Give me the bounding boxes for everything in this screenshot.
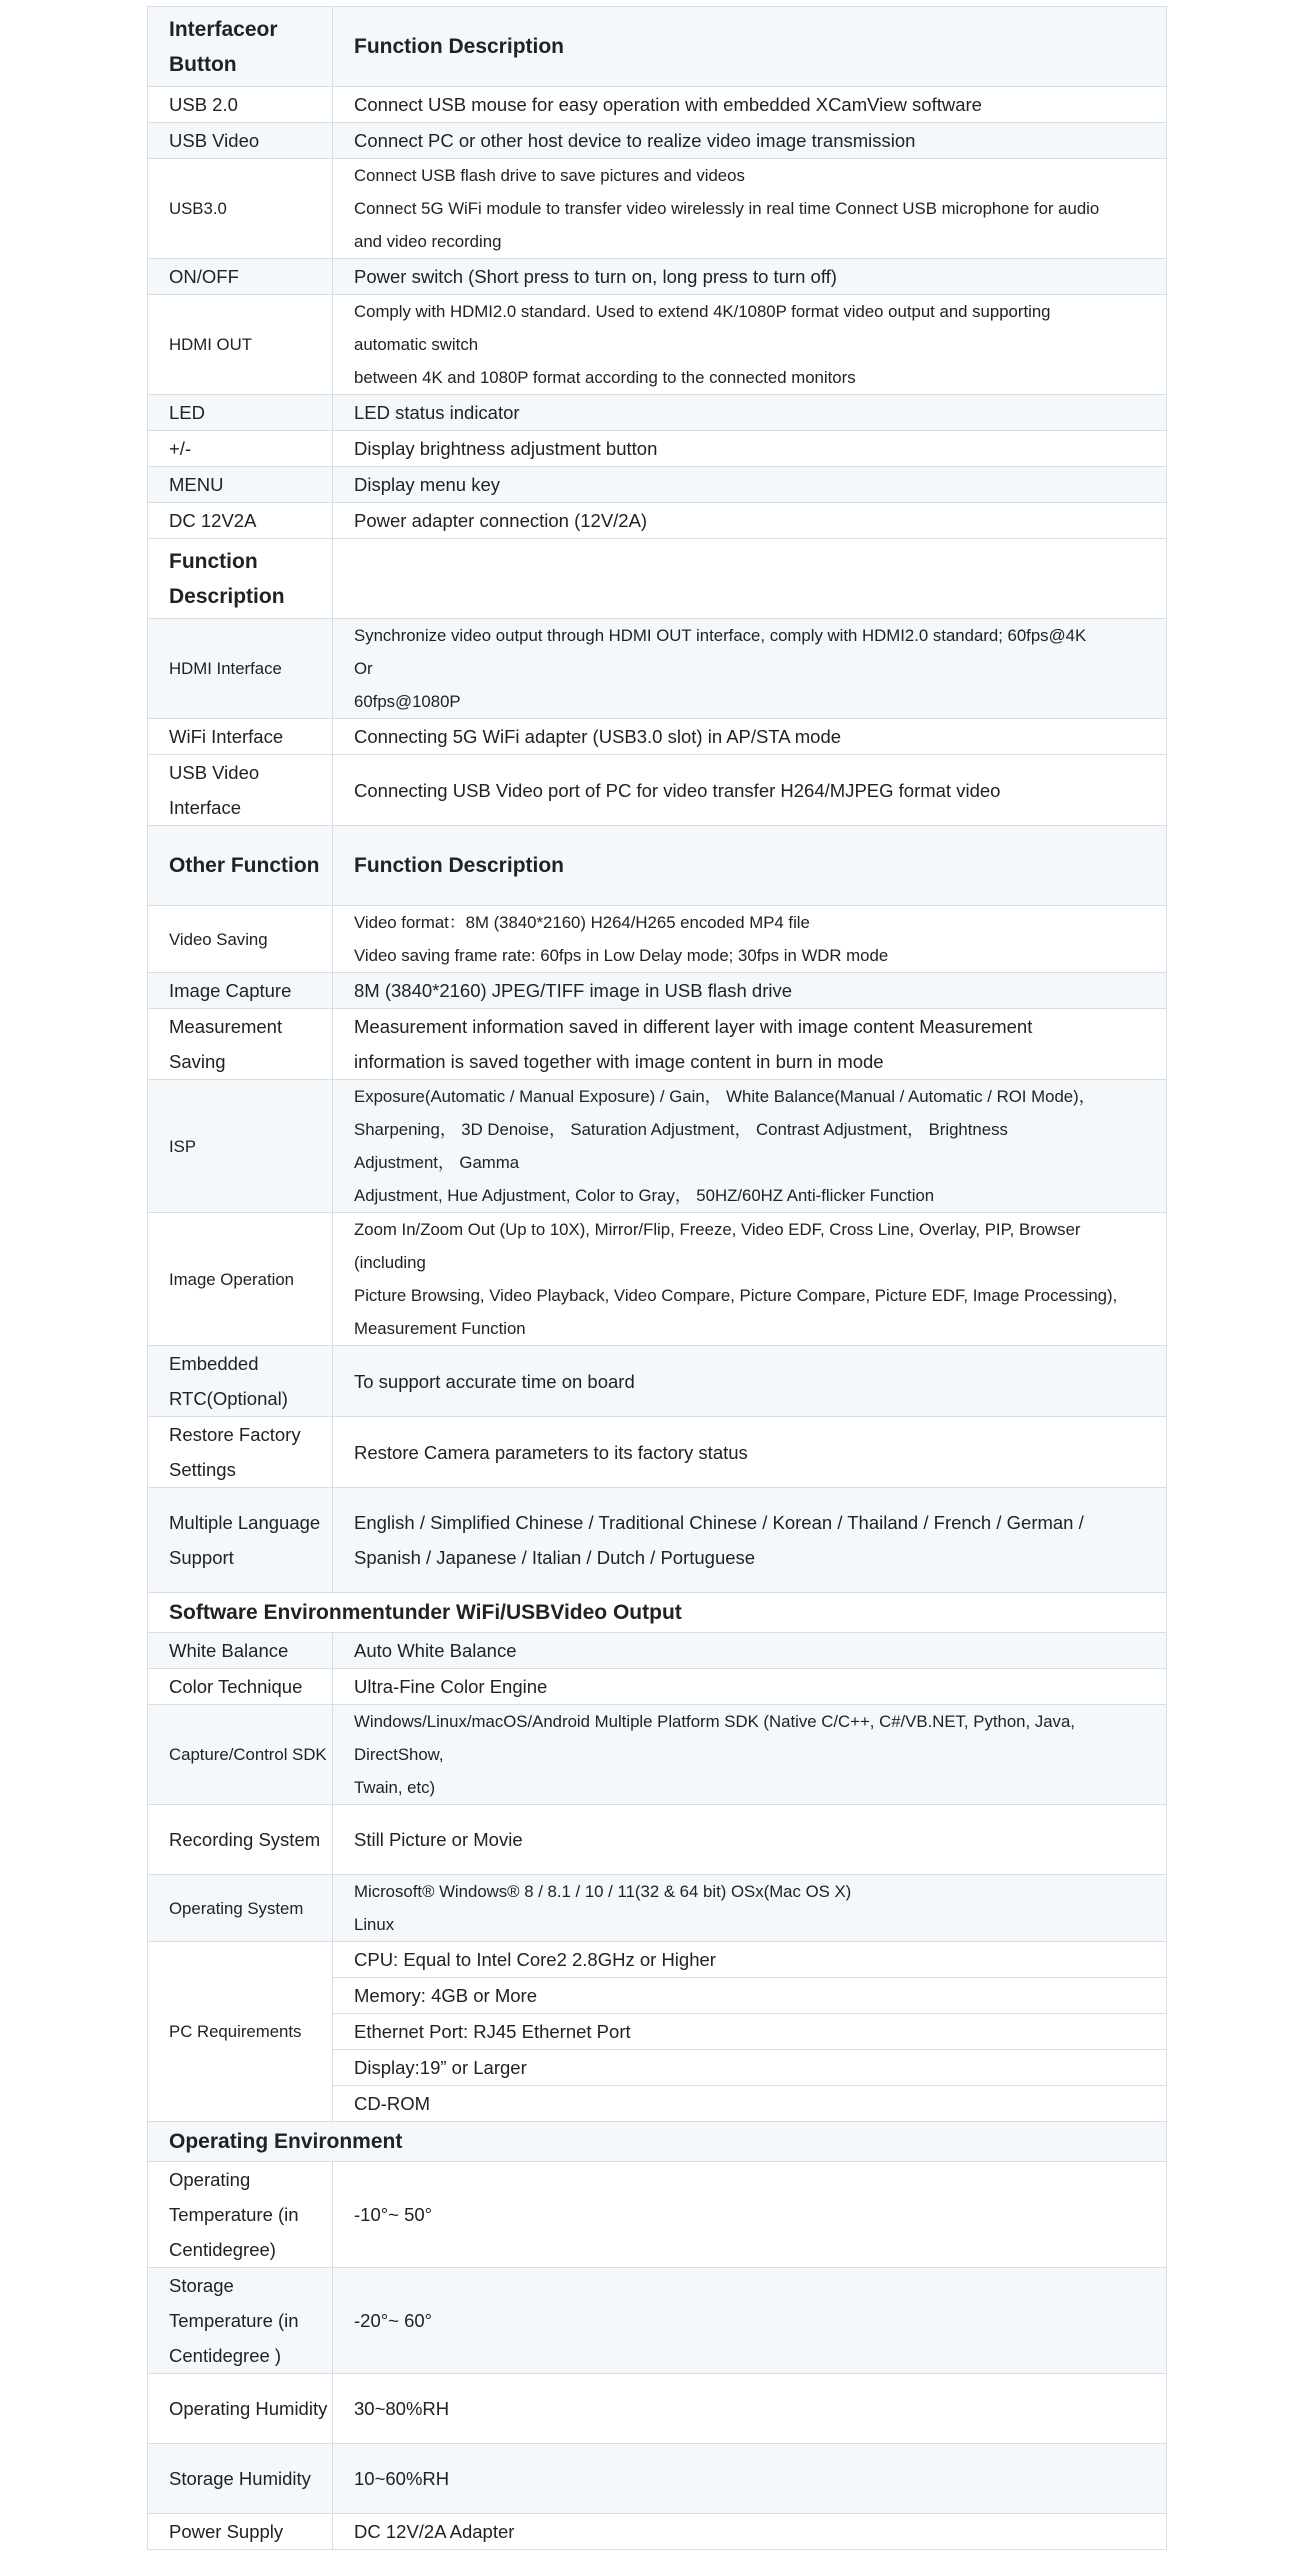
spec-value-line: 60fps@1080P (354, 692, 461, 711)
spec-value: Restore Camera parameters to its factory status (333, 1417, 1167, 1488)
spec-row (148, 1346, 1167, 1417)
spec-label: USB Video (148, 123, 333, 159)
spec-label: HDMI Interface (148, 619, 333, 719)
header-label: Interfaceor Button (148, 7, 333, 87)
spec-label: USB 2.0 (148, 87, 333, 123)
spec-value: Auto White Balance (333, 1633, 1167, 1669)
spec-value-line: and video recording (354, 232, 502, 251)
spec-value: CD-ROM (333, 2086, 1167, 2122)
spec-value: -20°~ 60° (333, 2268, 1167, 2374)
spec-table (147, 6, 1167, 2550)
spec-row (148, 159, 1167, 259)
spec-label: Capture/Control SDK (148, 1705, 333, 1805)
spec-value (333, 619, 1167, 719)
spec-row (148, 467, 1167, 503)
spec-label: ON/OFF (148, 259, 333, 295)
spec-row (148, 619, 1167, 719)
spec-value-line: Adjustment, Hue Adjustment, Color to Gray， 50HZ/60HZ Anti-flicker Function (354, 1186, 935, 1205)
spec-value: Connecting USB Video port of PC for video transfer H264/MJPEG format video (333, 755, 1167, 826)
spec-row (148, 1009, 1167, 1080)
spec-value: 30~80%RH (333, 2374, 1167, 2444)
spec-label: White Balance (148, 1633, 333, 1669)
header-value: Function Description (333, 826, 1167, 906)
spec-row (148, 2444, 1167, 2514)
spec-row (148, 906, 1167, 973)
spec-label: USB Video Interface (148, 755, 333, 826)
spec-value (333, 1705, 1167, 1805)
spec-value: 8M (3840*2160) JPEG/TIFF image in USB flash drive (333, 973, 1167, 1009)
spec-value: Connecting 5G WiFi adapter (USB3.0 slot) in AP/STA mode (333, 719, 1167, 755)
spec-label: Storage Temperature (in Centidegree ) (148, 2268, 333, 2374)
spec-row (148, 2268, 1167, 2374)
spec-row (148, 1213, 1167, 1346)
spec-row (148, 1417, 1167, 1488)
spec-value-line: English / Simplified Chinese / Traditional Chinese / Korean / Thailand / French / German / (354, 1512, 1084, 1533)
spec-value-line: Connect USB flash drive to save pictures and videos (354, 166, 745, 185)
header-value (333, 539, 1167, 619)
spec-value: To support accurate time on board (333, 1346, 1167, 1417)
spec-label: Operating Temperature (in Centidegree) (148, 2162, 333, 2268)
spec-value: DC 12V/2A Adapter (333, 2514, 1167, 2550)
spec-value-line: Measurement information saved in different layer with image content Measurement (354, 1016, 1033, 1037)
spec-value-line: Microsoft® Windows® 8 / 8.1 / 10 / 11(32 & 64 bit) OSx(Mac OS X) (354, 1882, 852, 1901)
spec-value: LED status indicator (333, 395, 1167, 431)
spec-value: Memory: 4GB or More (333, 1978, 1167, 2014)
table-header-row (148, 826, 1167, 906)
spec-row (148, 123, 1167, 159)
spec-value: Power adapter connection (12V/2A) (333, 503, 1167, 539)
section-header-row (148, 2122, 1167, 2162)
spec-value-line: Synchronize video output through HDMI OUT interface, comply with HDMI2.0 standard; 60fps@4K (354, 626, 1087, 645)
spec-row (148, 431, 1167, 467)
spec-value: Power switch (Short press to turn on, long press to turn off) (333, 259, 1167, 295)
spec-value: Display:19” or Larger (333, 2050, 1167, 2086)
spec-label: Video Saving (148, 906, 333, 973)
spec-value (333, 1875, 1167, 1942)
spec-row (148, 1080, 1167, 1213)
header-label: Other Function (148, 826, 333, 906)
spec-label: Multiple Language Support (148, 1488, 333, 1593)
spec-row (148, 1805, 1167, 1875)
spec-row (148, 2374, 1167, 2444)
spec-value-line: Measurement Function (354, 1319, 526, 1338)
spec-value: Ethernet Port: RJ45 Ethernet Port (333, 2014, 1167, 2050)
spec-value-line: DirectShow, (354, 1745, 444, 1764)
spec-value: 10~60%RH (333, 2444, 1167, 2514)
section-header-row (148, 1593, 1167, 1633)
spec-row (148, 755, 1167, 826)
spec-row (148, 1488, 1167, 1593)
spec-row (148, 503, 1167, 539)
spec-label: Recording System (148, 1805, 333, 1875)
spec-value-line: Comply with HDMI2.0 standard. Used to extend 4K/1080P format video output and supporting (354, 302, 1051, 321)
spec-label: DC 12V2A (148, 503, 333, 539)
spec-value (333, 906, 1167, 973)
spec-row (148, 2514, 1167, 2550)
spec-value-line: Video format：8M (3840*2160) H264/H265 encoded MP4 file (354, 913, 810, 932)
spec-row (148, 259, 1167, 295)
spec-value-line: Exposure(Automatic / Manual Exposure) / Gain， White Balance(Manual / Automatic / ROI Mode)， (354, 1087, 1096, 1106)
spec-value (333, 1488, 1167, 1593)
spec-row (148, 1633, 1167, 1669)
spec-value: Still Picture or Movie (333, 1805, 1167, 1875)
spec-value: Connect USB mouse for easy operation with embedded XCamView software (333, 87, 1167, 123)
spec-value-line: Linux (354, 1915, 395, 1934)
spec-label: Image Capture (148, 973, 333, 1009)
header-value: Function Description (333, 7, 1167, 87)
spec-label: Color Technique (148, 1669, 333, 1705)
spec-row (148, 1875, 1167, 1942)
spec-row (148, 719, 1167, 755)
spec-value: Display menu key (333, 467, 1167, 503)
spec-label: Operating System (148, 1875, 333, 1942)
spec-value: Display brightness adjustment button (333, 431, 1167, 467)
spec-value-line: Connect 5G WiFi module to transfer video wirelessly in real time Connect USB microphone for audio (354, 199, 1100, 218)
spec-value (333, 1213, 1167, 1346)
spec-value-line: Sharpening， 3D Denoise， Saturation Adjustment， Contrast Adjustment， Brightness (354, 1120, 1008, 1139)
spec-row (148, 87, 1167, 123)
spec-row (148, 1942, 1167, 1978)
spec-value (333, 295, 1167, 395)
spec-value: -10°~ 50° (333, 2162, 1167, 2268)
spec-value: Connect PC or other host device to realize video image transmission (333, 123, 1167, 159)
header-label: Function Description (148, 539, 333, 619)
spec-value-line: Windows/Linux/macOS/Android Multiple Platform SDK (Native C/C++, C#/VB.NET, Python, Java, (354, 1712, 1075, 1731)
spec-value-line: Adjustment， Gamma (354, 1153, 520, 1172)
table-header-row (148, 539, 1167, 619)
spec-row (148, 295, 1167, 395)
spec-value-line: Video saving frame rate: 60fps in Low Delay mode; 30fps in WDR mode (354, 946, 889, 965)
spec-value-line: Picture Browsing, Video Playback, Video Compare, Picture Compare, Picture EDF, Image Processing), (354, 1286, 1118, 1305)
spec-row (148, 395, 1167, 431)
spec-label: Storage Humidity (148, 2444, 333, 2514)
spec-label: Power Supply (148, 2514, 333, 2550)
spec-value-line: Zoom In/Zoom Out (Up to 10X), Mirror/Flip, Freeze, Video EDF, Cross Line, Overlay, PIP, Browser (354, 1220, 1081, 1239)
spec-label: Measurement Saving (148, 1009, 333, 1080)
spec-row (148, 973, 1167, 1009)
spec-value-line: Spanish / Japanese / Italian / Dutch / Portuguese (354, 1547, 756, 1568)
spec-label: Embedded RTC(Optional) (148, 1346, 333, 1417)
spec-label: Image Operation (148, 1213, 333, 1346)
spec-value (333, 1080, 1167, 1213)
spec-table-body (148, 7, 1167, 2550)
spec-row (148, 1705, 1167, 1805)
spec-label: ISP (148, 1080, 333, 1213)
spec-value-line: (including (354, 1253, 426, 1272)
spec-value: Ultra-Fine Color Engine (333, 1669, 1167, 1705)
spec-label: PC Requirements (148, 1942, 333, 2122)
spec-label: Restore Factory Settings (148, 1417, 333, 1488)
spec-label: USB3.0 (148, 159, 333, 259)
spec-label: HDMI OUT (148, 295, 333, 395)
spec-value-line: Twain, etc) (354, 1778, 436, 1797)
spec-value (333, 1009, 1167, 1080)
spec-row (148, 1669, 1167, 1705)
spec-label: LED (148, 395, 333, 431)
spec-value-line: Or (354, 659, 373, 678)
spec-value (333, 159, 1167, 259)
spec-label: MENU (148, 467, 333, 503)
spec-row (148, 2162, 1167, 2268)
spec-label: Operating Humidity (148, 2374, 333, 2444)
section-title: Software Environmentunder WiFi/USBVideo Output (148, 1593, 1167, 1633)
spec-value-line: automatic switch (354, 335, 479, 354)
spec-value: CPU: Equal to Intel Core2 2.8GHz or Higher (333, 1942, 1167, 1978)
spec-label: WiFi Interface (148, 719, 333, 755)
spec-label: +/- (148, 431, 333, 467)
spec-value-line: between 4K and 1080P format according to the connected monitors (354, 368, 856, 387)
section-title: Operating Environment (148, 2122, 1167, 2162)
spec-value-line: information is saved together with image content in burn in mode (354, 1051, 884, 1072)
table-header-row (148, 7, 1167, 87)
